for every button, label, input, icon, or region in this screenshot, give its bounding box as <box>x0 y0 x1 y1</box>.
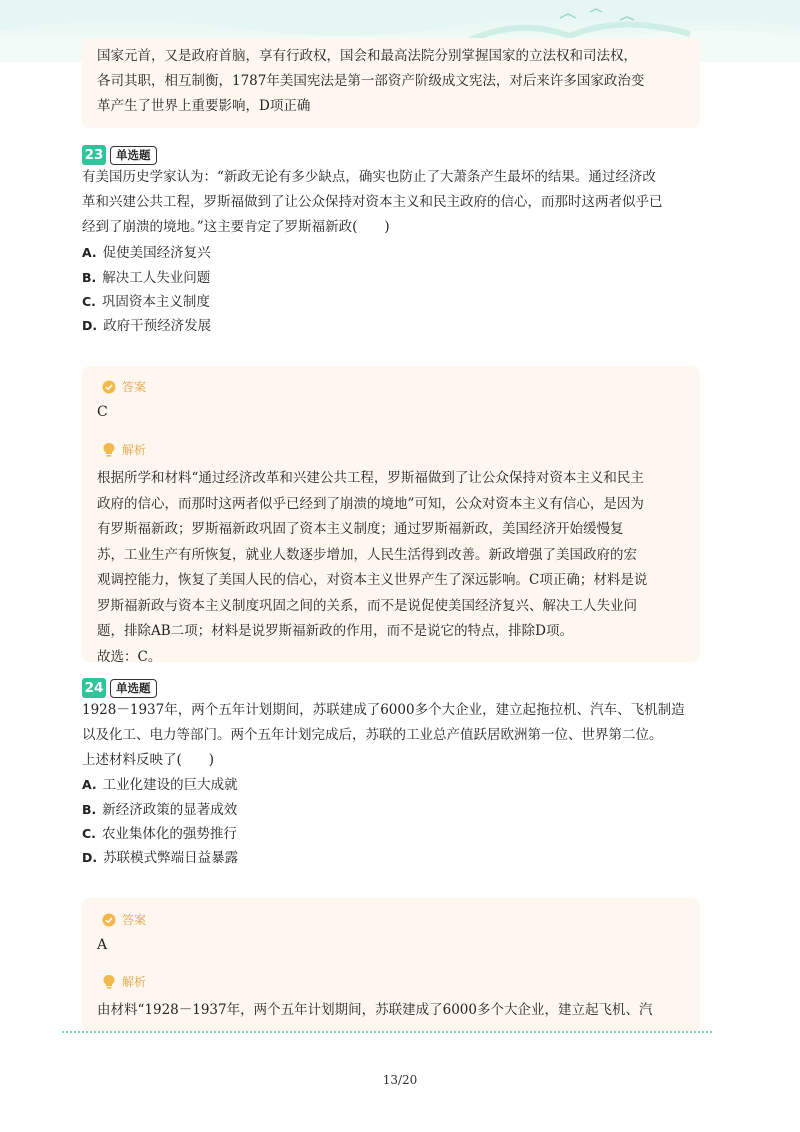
analysis-label: 解析 <box>122 975 147 989</box>
option-text: 解决工人失业问题 <box>102 270 211 286</box>
analysis-line: 由材料“1928－1937年，两个五年计划期间，苏联建成了6000多个大企业，建立起飞机、汽 <box>97 1002 653 1018</box>
option-text: 农业集体化的强势推行 <box>101 826 237 842</box>
analysis-line: 故选：C。 <box>97 648 162 665</box>
question-type-badge: 单选题 <box>110 146 157 165</box>
option-c[interactable] <box>82 824 237 844</box>
check-badge-icon <box>102 913 116 927</box>
answer-tag <box>102 911 146 928</box>
stem-line: 革和兴建公共工程，罗斯福做到了让公众保持对资本主义和民主政府的信心，而那时这两者似乎已 <box>82 194 663 210</box>
option-letter: A. <box>82 777 97 792</box>
option-text: 新经济政策的显著成效 <box>102 802 238 818</box>
analysis-tag <box>102 441 146 458</box>
option-b[interactable] <box>82 800 237 820</box>
footer-divider <box>62 1031 712 1033</box>
text-line: 革产生了世界上重要影响，D项正确 <box>97 98 311 114</box>
answer-label: 答案 <box>122 380 147 394</box>
option-d[interactable] <box>82 848 238 868</box>
analysis-line: 有罗斯福新政；罗斯福新政巩固了资本主义制度；通过罗斯福新政，美国经济开始缓慢复 <box>97 521 624 537</box>
option-text: 巩固资本主义制度 <box>101 294 210 310</box>
stem-line: 1928－1937年，两个五年计划期间，苏联建成了6000多个大企业，建立起拖拉机、汽车、飞机制造 <box>82 702 685 718</box>
option-text: 促使美国经济复兴 <box>102 245 211 261</box>
answer-value: A <box>97 937 108 953</box>
option-letter: C. <box>82 294 96 309</box>
option-letter: A. <box>82 245 97 260</box>
analysis-line: 题，排除AB二项；材料是说罗斯福新政的作用，而不是说它的特点，排除D项。 <box>97 623 573 639</box>
question-type-badge: 单选题 <box>110 679 157 698</box>
analysis-label: 解析 <box>122 443 147 457</box>
question-24-stem <box>82 698 702 773</box>
option-b[interactable] <box>82 268 210 288</box>
option-d[interactable] <box>82 316 211 336</box>
analysis-line: 根据所学和材料“通过经济改革和兴建公共工程，罗斯福做到了让公众保持对资本主义和民主 <box>97 470 644 486</box>
question-24-header <box>82 678 157 698</box>
stem-line: 经到了崩溃的境地。”这主要肯定了罗斯福新政( ) <box>82 219 390 235</box>
analysis-text <box>97 466 687 670</box>
analysis-text <box>97 998 687 1024</box>
option-letter: D. <box>82 318 98 333</box>
answer-tag <box>102 378 146 395</box>
question-number-badge: 24 <box>82 678 106 698</box>
option-a[interactable] <box>82 775 238 795</box>
lightbulb-icon <box>102 974 116 990</box>
question-number-badge: 23 <box>82 145 106 165</box>
lightbulb-icon <box>102 442 116 458</box>
text-line: 国家元首，又是政府首脑，享有行政权，国会和最高法院分别掌握国家的立法权和司法权， <box>97 48 637 64</box>
option-letter: C. <box>82 826 96 841</box>
analysis-tag <box>102 973 146 990</box>
option-c[interactable] <box>82 292 210 312</box>
option-text: 工业化建设的巨大成就 <box>102 777 238 793</box>
page-number: 13/20 <box>382 1073 418 1087</box>
question-23-header <box>82 145 157 165</box>
analysis-line: 罗斯福新政与资本主义制度巩固之间的关系，而不是说促使美国经济复兴、解决工人失业问 <box>97 597 637 614</box>
option-letter: B. <box>82 270 97 285</box>
stem-line: 有美国历史学家认为：“新政无论有多少缺点，确实也防止了大萧条产生最坏的结果。通过经济改 <box>82 169 656 185</box>
stem-line: 上述材料反映了( ) <box>82 752 215 768</box>
question-23-stem <box>82 165 702 240</box>
option-text: 政府干预经济发展 <box>103 318 212 334</box>
option-letter: D. <box>82 850 98 865</box>
analysis-line: 政府的信心，而那时这两者似乎已经到了崩溃的境地”可知，公众对资本主义有信心，是因为 <box>97 495 644 512</box>
stem-line: 以及化工、电力等部门。两个五年计划完成后，苏联的工业总产值跃居欧洲第一位、世界第二位。 <box>82 727 663 743</box>
option-letter: B. <box>82 802 97 817</box>
answer-value: C <box>97 404 108 420</box>
option-a[interactable] <box>82 243 211 263</box>
analysis-line: 苏，工业生产有所恢复，就业人数逐步增加，人民生活得到改善。新政增强了美国政府的宏 <box>97 546 637 563</box>
text-line: 各司其职，相互制衡，1787年美国宪法是第一部资产阶级成文宪法，对后来许多国家政治变 <box>97 73 645 89</box>
check-badge-icon <box>102 380 116 394</box>
answer-label: 答案 <box>122 913 147 927</box>
option-text: 苏联模式弊端日益暴露 <box>103 850 239 866</box>
analysis-line: 观调控能力，恢复了美国人民的信心，对资本主义世界产生了深远影响。C项正确；材料是说 <box>97 572 648 588</box>
previous-analysis-text <box>97 44 697 119</box>
